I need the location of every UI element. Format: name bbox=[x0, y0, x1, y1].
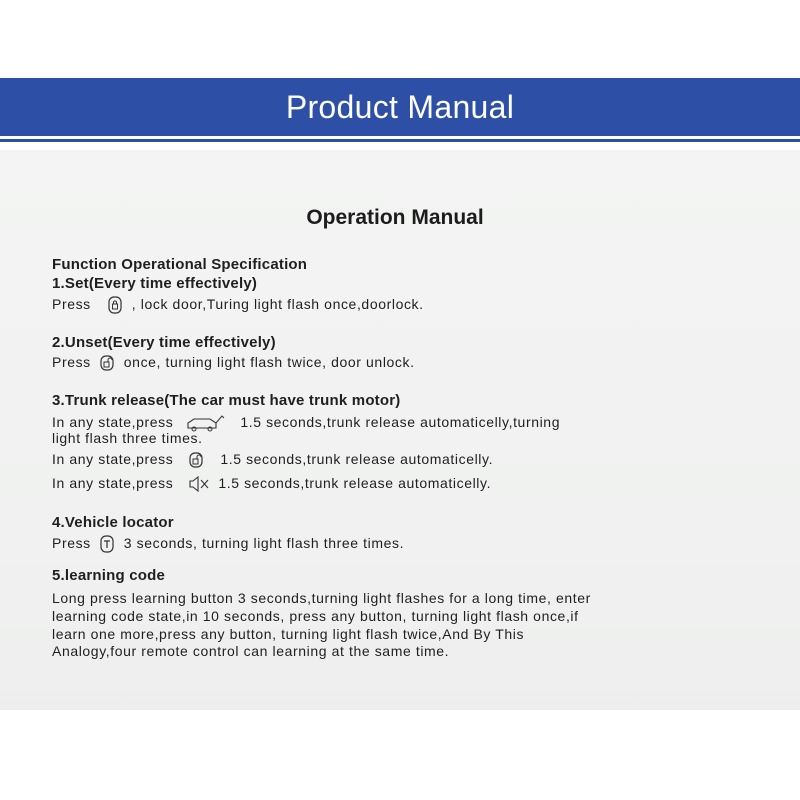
section-line: light flash three times. bbox=[52, 430, 203, 446]
line-text-before: In any state,press bbox=[52, 414, 174, 430]
line-text-after: 1.5 seconds,trunk release automaticelly. bbox=[218, 475, 492, 491]
section-line bbox=[52, 535, 404, 553]
line-text-before: Press bbox=[52, 535, 91, 551]
section-heading-set: 1.Set(Every time effectively) bbox=[52, 275, 258, 292]
line-text-before: Press bbox=[52, 296, 91, 312]
mute-speaker-icon bbox=[188, 476, 210, 492]
section-heading-learning: 5.learning code bbox=[52, 567, 166, 584]
locator-button-icon bbox=[99, 535, 115, 553]
line-text-before: In any state,press bbox=[52, 475, 174, 491]
section-heading-locator: 4.Vehicle locator bbox=[52, 514, 174, 531]
line-text-after: , lock door,Turing light flash once,doorlock. bbox=[131, 296, 424, 312]
line-text-after: 1.5 seconds,trunk release automaticelly. bbox=[220, 451, 494, 467]
section-line: learn one more,press any button, turning light flash twice,And By This bbox=[52, 626, 525, 642]
header-band bbox=[0, 78, 800, 136]
section-line bbox=[52, 475, 491, 492]
document-subtitle: Function Operational Specification bbox=[52, 256, 308, 273]
document-title: Operation Manual bbox=[306, 206, 484, 229]
line-text-before: In any state,press bbox=[52, 451, 174, 467]
line-text-after: 1.5 seconds,trunk release automaticelly,turning bbox=[240, 414, 561, 430]
section-heading-trunk: 3.Trunk release(The car must have trunk motor) bbox=[52, 392, 401, 409]
line-text-after: 3 seconds, turning light flash three times. bbox=[123, 535, 405, 551]
section-line: Analogy,four remote control can learning at the same time. bbox=[52, 643, 450, 659]
unlock-button-icon bbox=[99, 355, 117, 371]
section-heading-unset: 2.Unset(Every time effectively) bbox=[52, 334, 276, 351]
lock-button-icon bbox=[107, 296, 123, 314]
section-line: learning code state,in 10 seconds, press any button, turning light flash once,if bbox=[52, 608, 579, 624]
line-text-after: once, turning light flash twice, door unlock. bbox=[123, 354, 415, 370]
section-line bbox=[52, 354, 415, 371]
line-text-before: Press bbox=[52, 354, 91, 370]
section-line: Long press learning button 3 seconds,turning light flashes for a long time, enter bbox=[52, 590, 591, 606]
unlock-button-icon bbox=[188, 452, 206, 468]
header-title: Product Manual bbox=[285, 88, 515, 125]
section-line bbox=[52, 296, 424, 314]
section-line bbox=[52, 451, 493, 468]
page-background bbox=[0, 710, 800, 800]
